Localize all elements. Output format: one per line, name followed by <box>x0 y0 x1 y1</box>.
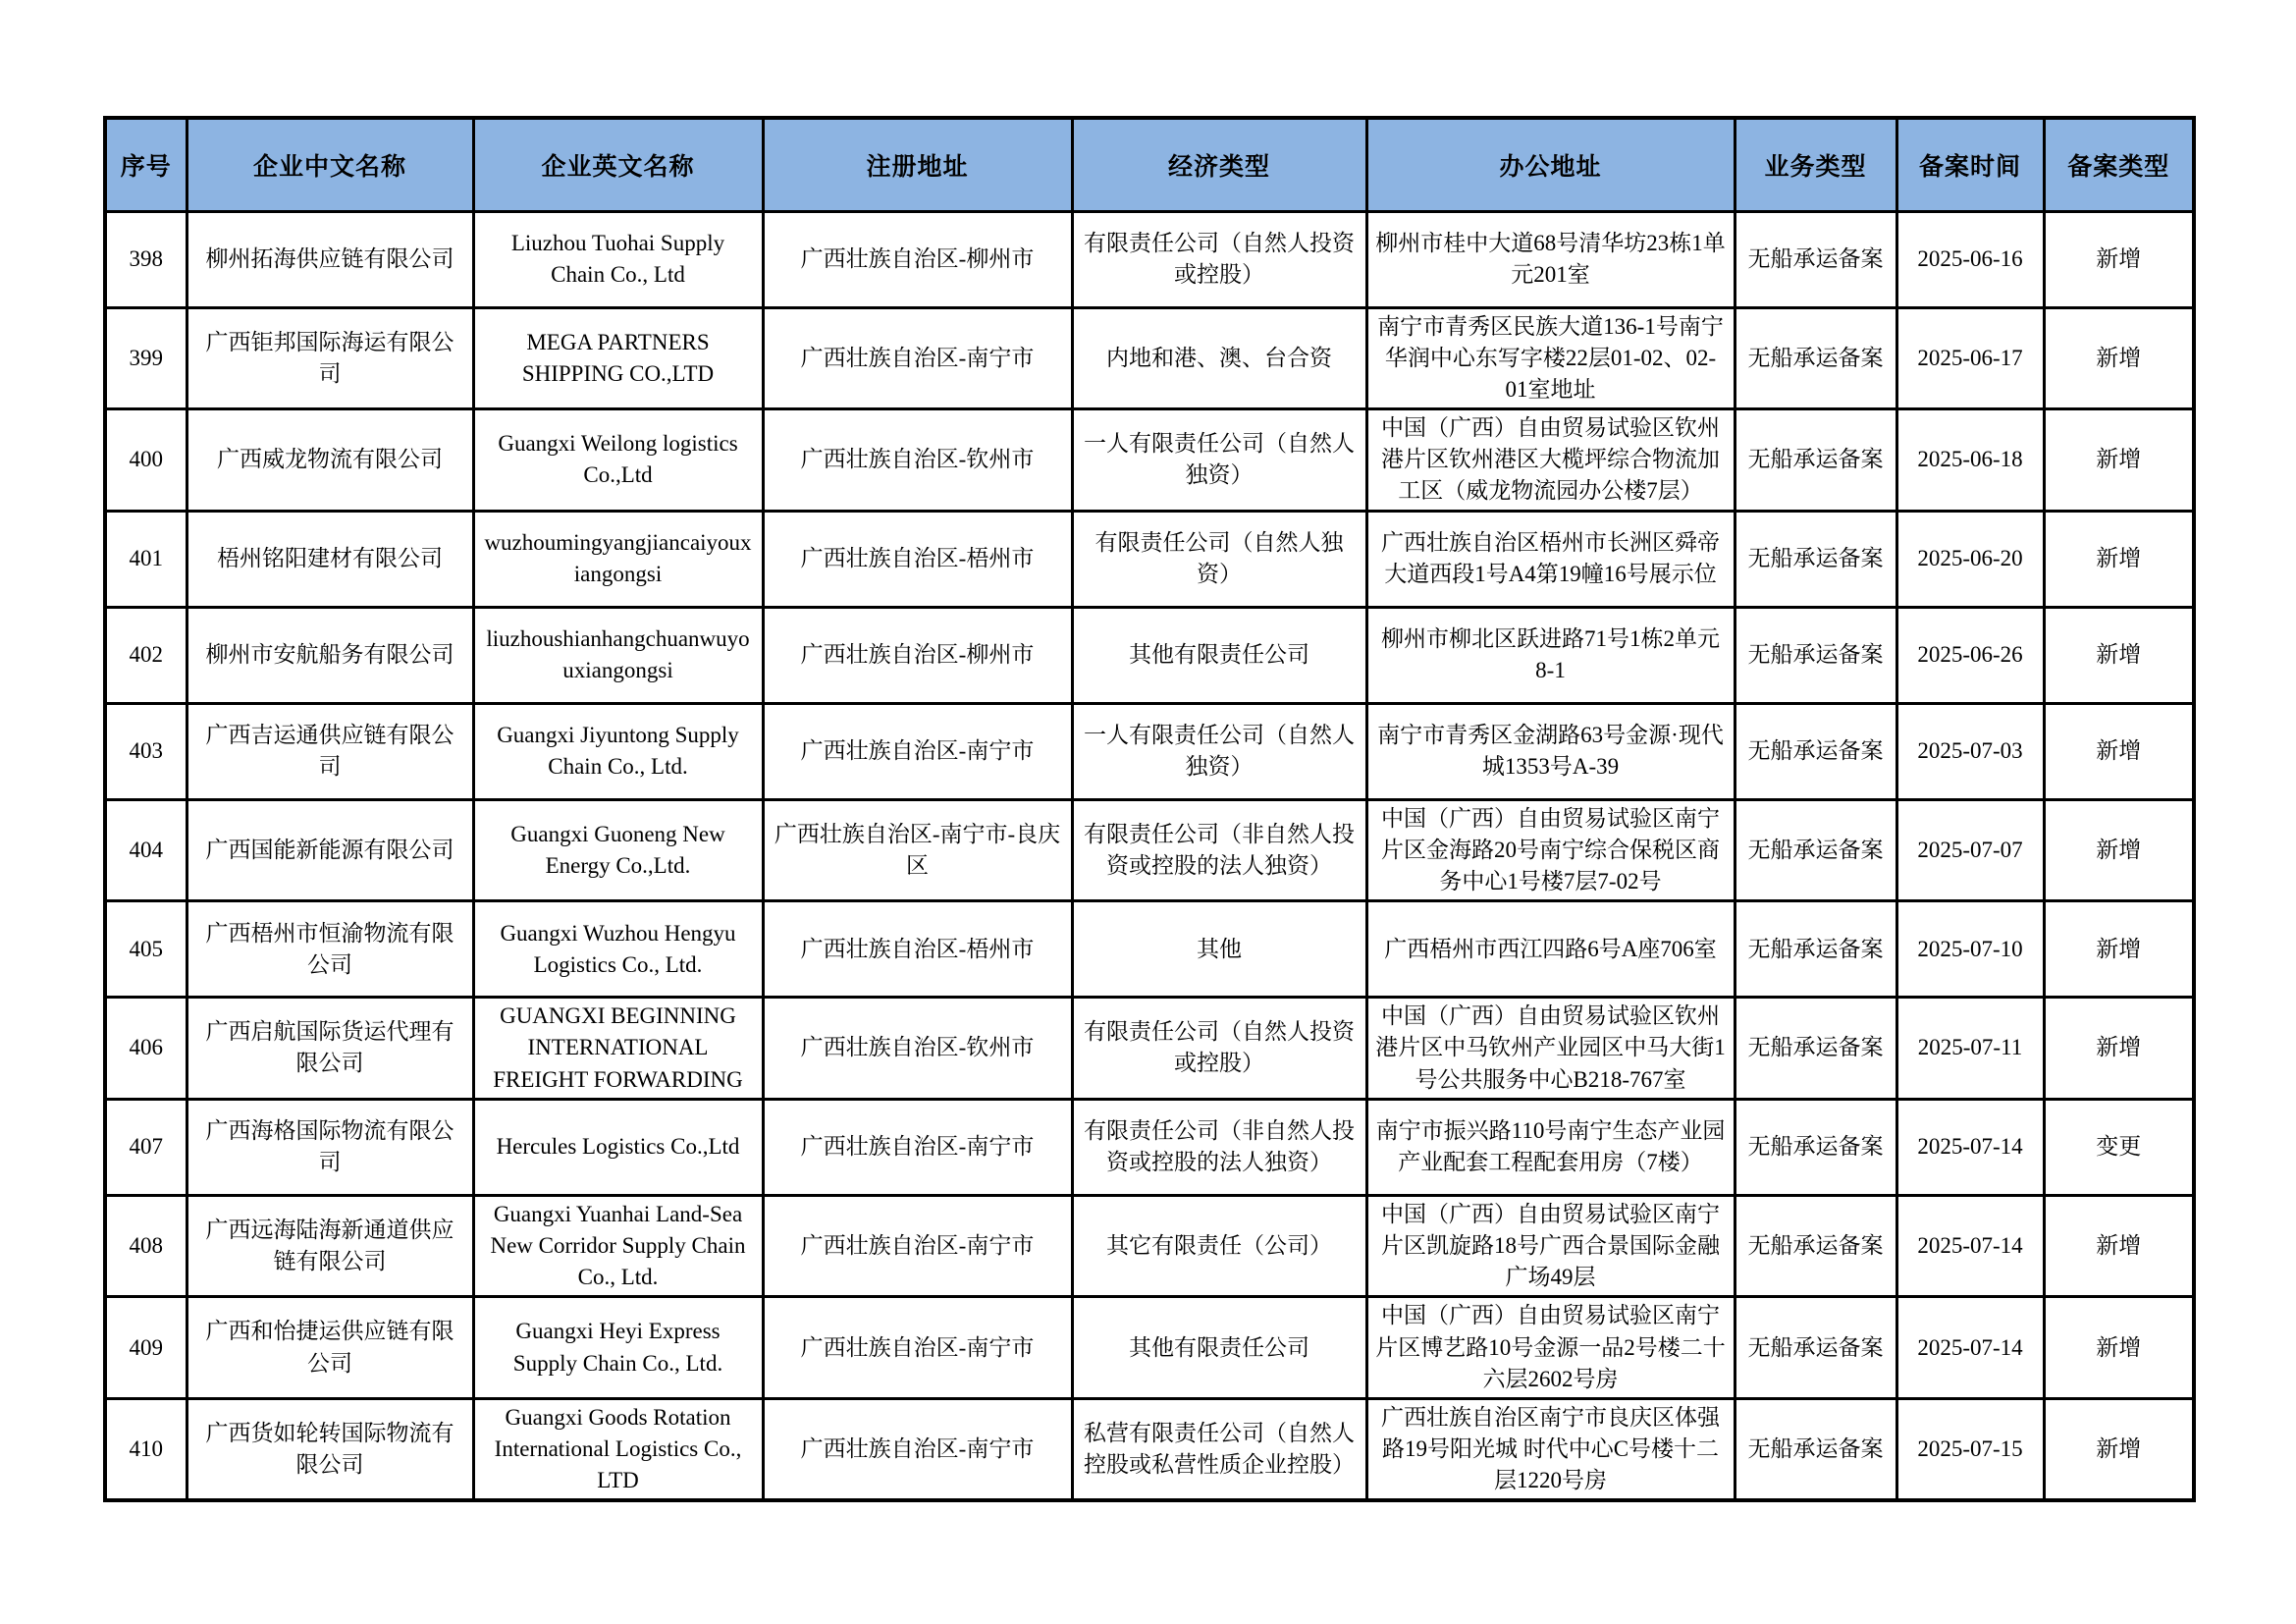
col-header-serial: 序号 <box>105 118 187 211</box>
cell-office-address: 广西梧州市西江四路6号A座706室 <box>1366 901 1735 998</box>
table-header <box>105 118 2194 211</box>
table-row <box>105 1195 2194 1297</box>
header-row <box>105 118 2194 211</box>
table-row <box>105 799 2194 901</box>
cell-filing-date: 2025-07-03 <box>1896 703 2044 799</box>
table-row <box>105 1099 2194 1195</box>
cell-office-address: 南宁市振兴路110号南宁生态产业园产业配套工程配套用房（7楼） <box>1366 1099 1735 1195</box>
cell-biz-type: 无船承运备案 <box>1735 211 1896 307</box>
col-header-filing-date: 备案时间 <box>1896 118 2044 211</box>
cell-biz-type: 无船承运备案 <box>1735 409 1896 512</box>
cell-filing-type: 新增 <box>2044 799 2194 901</box>
cell-serial: 405 <box>105 901 187 998</box>
cell-econ-type: 其他有限责任公司 <box>1072 607 1366 703</box>
cell-serial: 402 <box>105 607 187 703</box>
cell-cn-name: 广西梧州市恒渝物流有限公司 <box>187 901 473 998</box>
cell-office-address: 中国（广西）自由贸易试验区钦州港片区中马钦州产业园区中马大街1号公共服务中心B218-767室 <box>1366 998 1735 1100</box>
table-row <box>105 703 2194 799</box>
cell-office-address: 南宁市青秀区金湖路63号金源·现代城1353号A-39 <box>1366 703 1735 799</box>
cell-en-name: MEGA PARTNERS SHIPPING CO.,LTD <box>473 307 763 409</box>
cell-biz-type: 无船承运备案 <box>1735 607 1896 703</box>
cell-econ-type: 有限责任公司（非自然人投资或控股的法人独资） <box>1072 799 1366 901</box>
cell-filing-type: 新增 <box>2044 1398 2194 1500</box>
cell-biz-type: 无船承运备案 <box>1735 703 1896 799</box>
cell-econ-type: 有限责任公司（自然人投资或控股） <box>1072 998 1366 1100</box>
cell-biz-type: 无船承运备案 <box>1735 998 1896 1100</box>
col-header-biz-type: 业务类型 <box>1735 118 1896 211</box>
cell-filing-type: 新增 <box>2044 307 2194 409</box>
cell-filing-date: 2025-06-18 <box>1896 409 2044 512</box>
cell-filing-type: 新增 <box>2044 901 2194 998</box>
table-row <box>105 511 2194 607</box>
cell-office-address: 柳州市桂中大道68号清华坊23栋1单元201室 <box>1366 211 1735 307</box>
cell-en-name: liuzhoushianhangchuanwuyouxiangongsi <box>473 607 763 703</box>
cell-filing-type: 变更 <box>2044 1099 2194 1195</box>
cell-en-name: Hercules Logistics Co.,Ltd <box>473 1099 763 1195</box>
cell-en-name: Guangxi Wuzhou Hengyu Logistics Co., Ltd. <box>473 901 763 998</box>
cell-filing-date: 2025-07-14 <box>1896 1099 2044 1195</box>
cell-office-address: 柳州市柳北区跃进路71号1栋2单元8-1 <box>1366 607 1735 703</box>
cell-filing-date: 2025-07-07 <box>1896 799 2044 901</box>
cell-en-name: Guangxi Yuanhai Land-Sea New Corridor Supply Chain Co., Ltd. <box>473 1195 763 1297</box>
cell-cn-name: 广西钜邦国际海运有限公司 <box>187 307 473 409</box>
cell-filing-date: 2025-06-17 <box>1896 307 2044 409</box>
cell-serial: 399 <box>105 307 187 409</box>
cell-serial: 409 <box>105 1297 187 1399</box>
cell-office-address: 中国（广西）自由贸易试验区南宁片区博艺路10号金源一品2号楼二十六层2602号房 <box>1366 1297 1735 1399</box>
cell-filing-date: 2025-07-14 <box>1896 1195 2044 1297</box>
cell-cn-name: 广西威龙物流有限公司 <box>187 409 473 512</box>
table-row <box>105 211 2194 307</box>
cell-econ-type: 有限责任公司（自然人独资） <box>1072 511 1366 607</box>
cell-econ-type: 其它有限责任（公司） <box>1072 1195 1366 1297</box>
cell-cn-name: 广西吉运通供应链有限公司 <box>187 703 473 799</box>
cell-econ-type: 私营有限责任公司（自然人控股或私营性质企业控股） <box>1072 1398 1366 1500</box>
cell-en-name: Liuzhou Tuohai Supply Chain Co., Ltd <box>473 211 763 307</box>
cell-serial: 398 <box>105 211 187 307</box>
cell-econ-type: 其他有限责任公司 <box>1072 1297 1366 1399</box>
cell-econ-type: 内地和港、澳、台合资 <box>1072 307 1366 409</box>
cell-cn-name: 广西和怡捷运供应链有限公司 <box>187 1297 473 1399</box>
cell-office-address: 中国（广西）自由贸易试验区南宁片区凯旋路18号广西合景国际金融广场49层 <box>1366 1195 1735 1297</box>
cell-en-name: Guangxi Jiyuntong Supply Chain Co., Ltd. <box>473 703 763 799</box>
cell-cn-name: 广西启航国际货运代理有限公司 <box>187 998 473 1100</box>
cell-filing-type: 新增 <box>2044 1297 2194 1399</box>
cell-cn-name: 广西国能新能源有限公司 <box>187 799 473 901</box>
cell-cn-name: 柳州拓海供应链有限公司 <box>187 211 473 307</box>
cell-office-address: 中国（广西）自由贸易试验区南宁片区金海路20号南宁综合保税区商务中心1号楼7层7-02号 <box>1366 799 1735 901</box>
cell-cn-name: 广西海格国际物流有限公司 <box>187 1099 473 1195</box>
cell-filing-type: 新增 <box>2044 511 2194 607</box>
cell-en-name: Guangxi Goods Rotation International Logistics Co., LTD <box>473 1398 763 1500</box>
table-row <box>105 901 2194 998</box>
cell-reg-address: 广西壮族自治区-柳州市 <box>763 607 1072 703</box>
cell-en-name: GUANGXI BEGINNING INTERNATIONAL FREIGHT FORWARDING <box>473 998 763 1100</box>
cell-reg-address: 广西壮族自治区-南宁市 <box>763 1099 1072 1195</box>
cell-cn-name: 广西货如轮转国际物流有限公司 <box>187 1398 473 1500</box>
cell-econ-type: 一人有限责任公司（自然人独资） <box>1072 409 1366 512</box>
cell-biz-type: 无船承运备案 <box>1735 511 1896 607</box>
col-header-econ-type: 经济类型 <box>1072 118 1366 211</box>
cell-reg-address: 广西壮族自治区-钦州市 <box>763 998 1072 1100</box>
cell-econ-type: 有限责任公司（非自然人投资或控股的法人独资） <box>1072 1099 1366 1195</box>
company-filing-table <box>103 116 2196 1502</box>
cell-biz-type: 无船承运备案 <box>1735 901 1896 998</box>
table-row <box>105 1398 2194 1500</box>
cell-filing-type: 新增 <box>2044 1195 2194 1297</box>
cell-filing-date: 2025-07-10 <box>1896 901 2044 998</box>
cell-filing-date: 2025-07-14 <box>1896 1297 2044 1399</box>
cell-filing-date: 2025-06-16 <box>1896 211 2044 307</box>
cell-econ-type: 一人有限责任公司（自然人独资） <box>1072 703 1366 799</box>
cell-office-address: 中国（广西）自由贸易试验区钦州港片区钦州港区大榄坪综合物流加工区（威龙物流园办公楼7层） <box>1366 409 1735 512</box>
cell-reg-address: 广西壮族自治区-南宁市-良庆区 <box>763 799 1072 901</box>
cell-serial: 407 <box>105 1099 187 1195</box>
cell-en-name: Guangxi Heyi Express Supply Chain Co., Ltd. <box>473 1297 763 1399</box>
cell-cn-name: 梧州铭阳建材有限公司 <box>187 511 473 607</box>
cell-filing-type: 新增 <box>2044 998 2194 1100</box>
cell-office-address: 广西壮族自治区梧州市长洲区舜帝大道西段1号A4第19幢16号展示位 <box>1366 511 1735 607</box>
cell-filing-type: 新增 <box>2044 607 2194 703</box>
table-row <box>105 607 2194 703</box>
cell-econ-type: 其他 <box>1072 901 1366 998</box>
cell-office-address: 南宁市青秀区民族大道136-1号南宁华润中心东写字楼22层01-02、02-01室地址 <box>1366 307 1735 409</box>
cell-filing-date: 2025-07-15 <box>1896 1398 2044 1500</box>
table-row <box>105 307 2194 409</box>
cell-reg-address: 广西壮族自治区-南宁市 <box>763 1297 1072 1399</box>
cell-cn-name: 广西远海陆海新通道供应链有限公司 <box>187 1195 473 1297</box>
cell-biz-type: 无船承运备案 <box>1735 1398 1896 1500</box>
cell-serial: 401 <box>105 511 187 607</box>
col-header-reg-address: 注册地址 <box>763 118 1072 211</box>
cell-reg-address: 广西壮族自治区-南宁市 <box>763 1398 1072 1500</box>
cell-en-name: wuzhoumingyangjiancaiyouxiangongsi <box>473 511 763 607</box>
cell-serial: 408 <box>105 1195 187 1297</box>
col-header-office-address: 办公地址 <box>1366 118 1735 211</box>
table-row <box>105 998 2194 1100</box>
cell-serial: 410 <box>105 1398 187 1500</box>
cell-reg-address: 广西壮族自治区-钦州市 <box>763 409 1072 512</box>
cell-filing-date: 2025-06-26 <box>1896 607 2044 703</box>
cell-serial: 403 <box>105 703 187 799</box>
document-sheet <box>103 116 2196 1502</box>
cell-office-address: 广西壮族自治区南宁市良庆区体强路19号阳光城 时代中心C号楼十二层1220号房 <box>1366 1398 1735 1500</box>
table-row <box>105 1297 2194 1399</box>
cell-en-name: Guangxi Guoneng New Energy Co.,Ltd. <box>473 799 763 901</box>
cell-serial: 406 <box>105 998 187 1100</box>
cell-biz-type: 无船承运备案 <box>1735 799 1896 901</box>
cell-reg-address: 广西壮族自治区-梧州市 <box>763 901 1072 998</box>
cell-serial: 400 <box>105 409 187 512</box>
cell-filing-type: 新增 <box>2044 409 2194 512</box>
cell-filing-date: 2025-06-20 <box>1896 511 2044 607</box>
cell-en-name: Guangxi Weilong logistics Co.,Ltd <box>473 409 763 512</box>
cell-reg-address: 广西壮族自治区-柳州市 <box>763 211 1072 307</box>
cell-econ-type: 有限责任公司（自然人投资或控股） <box>1072 211 1366 307</box>
table-body <box>105 211 2194 1500</box>
cell-serial: 404 <box>105 799 187 901</box>
cell-filing-type: 新增 <box>2044 703 2194 799</box>
col-header-cn-name: 企业中文名称 <box>187 118 473 211</box>
cell-cn-name: 柳州市安航船务有限公司 <box>187 607 473 703</box>
cell-biz-type: 无船承运备案 <box>1735 1297 1896 1399</box>
cell-reg-address: 广西壮族自治区-南宁市 <box>763 307 1072 409</box>
col-header-en-name: 企业英文名称 <box>473 118 763 211</box>
cell-reg-address: 广西壮族自治区-南宁市 <box>763 1195 1072 1297</box>
cell-biz-type: 无船承运备案 <box>1735 1099 1896 1195</box>
cell-reg-address: 广西壮族自治区-南宁市 <box>763 703 1072 799</box>
table-row <box>105 409 2194 512</box>
col-header-filing-type: 备案类型 <box>2044 118 2194 211</box>
cell-filing-date: 2025-07-11 <box>1896 998 2044 1100</box>
cell-biz-type: 无船承运备案 <box>1735 1195 1896 1297</box>
cell-filing-type: 新增 <box>2044 211 2194 307</box>
cell-reg-address: 广西壮族自治区-梧州市 <box>763 511 1072 607</box>
cell-biz-type: 无船承运备案 <box>1735 307 1896 409</box>
